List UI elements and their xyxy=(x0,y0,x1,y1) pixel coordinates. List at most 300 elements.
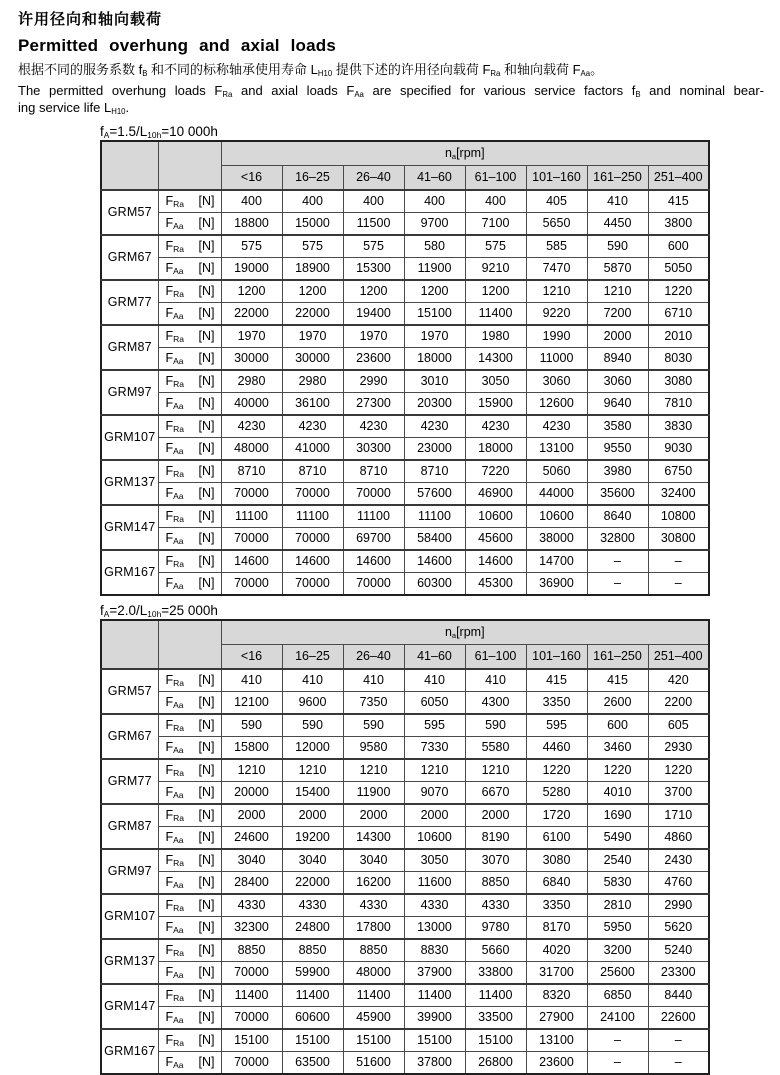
value-cell: – xyxy=(587,1051,648,1074)
value-cell: 33500 xyxy=(465,1006,526,1029)
row-label xyxy=(159,284,221,298)
table1-condition-label: $f_A=1.5/L_{10h}=10$ 000h xyxy=(100,123,218,140)
value-cell: 1210 xyxy=(343,759,404,782)
value-cell: 4330 xyxy=(404,894,465,917)
subscript: a xyxy=(451,630,457,640)
row-label xyxy=(159,673,221,687)
value-cell: 5280 xyxy=(526,781,587,804)
value-cell: 3460 xyxy=(587,736,648,759)
table-row xyxy=(101,939,709,962)
value-cell: 15800 xyxy=(221,736,282,759)
value-cell: 32800 xyxy=(587,527,648,550)
unit-label: [N] xyxy=(198,441,215,455)
corner-cell-label xyxy=(158,141,221,190)
speed-range-header: 101–160 xyxy=(526,165,587,190)
value-cell: 415 xyxy=(526,669,587,692)
value-cell: 9600 xyxy=(282,691,343,714)
force-symbol: $F_{Aa}$ xyxy=(165,875,184,891)
force-symbol: $F_{Ra}$ xyxy=(165,808,185,824)
value-cell: 11100 xyxy=(282,505,343,528)
table-row xyxy=(101,437,709,460)
value-cell: 2430 xyxy=(648,849,709,872)
row-label-cell xyxy=(158,392,221,415)
value-cell: 4330 xyxy=(282,894,343,917)
value-cell: 4460 xyxy=(526,736,587,759)
table-row xyxy=(101,235,709,258)
value-cell: 48000 xyxy=(221,437,282,460)
value-cell: 2000 xyxy=(404,804,465,827)
value-cell: 11100 xyxy=(343,505,404,528)
subscript: Aa xyxy=(173,581,184,592)
value-cell: 45300 xyxy=(465,572,526,595)
table-row xyxy=(101,1051,709,1074)
force-symbol: $F_{Aa}$ xyxy=(165,920,184,936)
value-cell: 58400 xyxy=(404,527,465,550)
value-cell: 15100 xyxy=(465,1029,526,1052)
value-cell: 1710 xyxy=(648,804,709,827)
value-cell: 2540 xyxy=(587,849,648,872)
value-cell: 4860 xyxy=(648,826,709,849)
row-label-cell xyxy=(158,759,221,782)
speed-range-header: 26–40 xyxy=(343,165,404,190)
value-cell: 3080 xyxy=(526,849,587,872)
subscript: Aa xyxy=(173,221,184,232)
subscript: Ra xyxy=(490,68,501,78)
value-cell: 11100 xyxy=(221,505,282,528)
value-cell: 4020 xyxy=(526,939,587,962)
row-label-cell xyxy=(158,415,221,438)
value-cell: 410 xyxy=(465,669,526,692)
row-label xyxy=(159,695,221,709)
subscript: Ra xyxy=(173,948,185,959)
row-label xyxy=(159,1055,221,1069)
table-row xyxy=(101,257,709,280)
page-title-zh: 许用径向和轴向载荷 xyxy=(18,11,163,28)
value-cell: 18000 xyxy=(404,347,465,370)
unit-label: [N] xyxy=(198,194,215,208)
value-cell: 8710 xyxy=(221,460,282,483)
force-symbol: $F_{Ra}$ xyxy=(165,718,185,734)
value-cell: 60600 xyxy=(282,1006,343,1029)
row-label xyxy=(159,898,221,912)
value-cell: – xyxy=(648,1029,709,1052)
value-cell: 33800 xyxy=(465,961,526,984)
row-label-cell xyxy=(158,894,221,917)
value-cell: 585 xyxy=(526,235,587,258)
value-cell: 5950 xyxy=(587,916,648,939)
table-row xyxy=(101,550,709,573)
unit-label: [N] xyxy=(198,943,215,957)
force-symbol: $F_{Aa}$ xyxy=(165,396,184,412)
value-cell: 17800 xyxy=(343,916,404,939)
speed-range-header: <16 xyxy=(221,165,282,190)
row-label xyxy=(159,875,221,889)
row-label xyxy=(159,740,221,754)
table-row xyxy=(101,190,709,213)
value-cell: 415 xyxy=(648,190,709,213)
value-cell: 3010 xyxy=(404,370,465,393)
value-cell: 575 xyxy=(465,235,526,258)
force-symbol: $F_{Aa}$ xyxy=(165,306,184,322)
value-cell: 1970 xyxy=(343,325,404,348)
table-row xyxy=(101,669,709,692)
value-cell: 2810 xyxy=(587,894,648,917)
value-cell: 590 xyxy=(282,714,343,737)
value-cell: 36100 xyxy=(282,392,343,415)
value-cell: 15100 xyxy=(404,1029,465,1052)
subscript: Ra xyxy=(173,334,185,345)
value-cell: 11400 xyxy=(404,984,465,1007)
value-cell: 3830 xyxy=(648,415,709,438)
value-cell: 2000 xyxy=(282,804,343,827)
value-cell: 3060 xyxy=(526,370,587,393)
unit-label: [N] xyxy=(198,718,215,732)
speed-range-header: 16–25 xyxy=(282,165,343,190)
model-cell: GRM147 xyxy=(101,984,158,1029)
unit-label: [N] xyxy=(198,1055,215,1069)
subscript: Aa xyxy=(173,1060,184,1071)
value-cell: 40000 xyxy=(221,392,282,415)
value-cell: 11500 xyxy=(343,212,404,235)
force-symbol: $F_{Ra}$ xyxy=(165,194,185,210)
unit-label: [N] xyxy=(198,284,215,298)
value-cell: 2000 xyxy=(343,804,404,827)
value-cell: 20000 xyxy=(221,781,282,804)
row-label xyxy=(159,830,221,844)
table-row xyxy=(101,849,709,872)
row-label-cell xyxy=(158,257,221,280)
row-label xyxy=(159,216,221,230)
value-cell: 11400 xyxy=(221,984,282,1007)
table-row xyxy=(101,871,709,894)
value-cell: 7200 xyxy=(587,302,648,325)
row-label-cell xyxy=(158,736,221,759)
value-cell: 1690 xyxy=(587,804,648,827)
value-cell: 8640 xyxy=(587,505,648,528)
value-cell: 23600 xyxy=(526,1051,587,1074)
value-cell: 22600 xyxy=(648,1006,709,1029)
value-cell: 4230 xyxy=(404,415,465,438)
value-cell: 3050 xyxy=(404,849,465,872)
value-cell: 8710 xyxy=(282,460,343,483)
unit-label: [N] xyxy=(198,374,215,388)
value-cell: 5620 xyxy=(648,916,709,939)
value-cell: 15300 xyxy=(343,257,404,280)
value-cell: 405 xyxy=(526,190,587,213)
value-cell: 70000 xyxy=(221,1006,282,1029)
row-label-cell xyxy=(158,781,221,804)
value-cell: 400 xyxy=(282,190,343,213)
value-cell: 7220 xyxy=(465,460,526,483)
value-cell: 28400 xyxy=(221,871,282,894)
row-label-cell xyxy=(158,804,221,827)
row-label xyxy=(159,531,221,545)
value-cell: 70000 xyxy=(343,572,404,595)
subscript: Aa xyxy=(173,266,184,277)
value-cell: 595 xyxy=(404,714,465,737)
value-cell: 8030 xyxy=(648,347,709,370)
description-en-line1: The permitted overhung loads $F_{Ra}$ and axial loads $F_{Aa}$ are specified for various service factors $f_B$ and nominal bear- xyxy=(18,82,765,99)
row-label xyxy=(159,419,221,433)
value-cell: 10800 xyxy=(648,505,709,528)
value-cell: 8940 xyxy=(587,347,648,370)
value-cell: 9070 xyxy=(404,781,465,804)
value-cell: 400 xyxy=(465,190,526,213)
speed-range-header: 16–25 xyxy=(282,644,343,669)
value-cell: 9030 xyxy=(648,437,709,460)
row-label xyxy=(159,396,221,410)
value-cell: 420 xyxy=(648,669,709,692)
value-cell: 1210 xyxy=(465,759,526,782)
model-cell: GRM67 xyxy=(101,714,158,759)
row-label-cell xyxy=(158,669,221,692)
value-cell: 575 xyxy=(221,235,282,258)
table-row xyxy=(101,347,709,370)
value-cell: 415 xyxy=(587,669,648,692)
value-cell: 9580 xyxy=(343,736,404,759)
force-symbol: $F_{Ra}$ xyxy=(165,284,185,300)
value-cell: 595 xyxy=(526,714,587,737)
model-cell: GRM167 xyxy=(101,1029,158,1074)
value-cell: 6100 xyxy=(526,826,587,849)
value-cell: 30800 xyxy=(648,527,709,550)
value-cell: 2000 xyxy=(465,804,526,827)
value-cell: 1990 xyxy=(526,325,587,348)
value-cell: 69700 xyxy=(343,527,404,550)
value-cell: – xyxy=(587,1029,648,1052)
value-cell: 36900 xyxy=(526,572,587,595)
subscript: A xyxy=(103,608,110,619)
value-cell: 4330 xyxy=(465,894,526,917)
value-cell: 5240 xyxy=(648,939,709,962)
value-cell: 5650 xyxy=(526,212,587,235)
force-symbol: $F_{Ra}$ xyxy=(165,554,185,570)
subscript: B xyxy=(635,89,641,99)
value-cell: 10600 xyxy=(465,505,526,528)
row-label-cell xyxy=(158,505,221,528)
value-cell: – xyxy=(648,550,709,573)
value-cell: 3080 xyxy=(648,370,709,393)
value-cell: 46900 xyxy=(465,482,526,505)
value-cell: 4230 xyxy=(526,415,587,438)
table-row xyxy=(101,736,709,759)
value-cell: 70000 xyxy=(282,527,343,550)
subscript: Aa xyxy=(173,700,184,711)
subscript: Ra xyxy=(173,469,185,480)
value-cell: 9220 xyxy=(526,302,587,325)
speed-range-header: 251–400 xyxy=(648,644,709,669)
value-cell: 11400 xyxy=(343,984,404,1007)
value-cell: 6840 xyxy=(526,871,587,894)
value-cell: 1220 xyxy=(526,759,587,782)
subscript: Ra xyxy=(173,723,185,734)
row-label-cell xyxy=(158,437,221,460)
subscript: Ra xyxy=(173,858,185,869)
value-cell: 19200 xyxy=(282,826,343,849)
value-cell: 14600 xyxy=(343,550,404,573)
value-cell: 8830 xyxy=(404,939,465,962)
row-label xyxy=(159,509,221,523)
model-cell: GRM87 xyxy=(101,325,158,370)
subscript: Ra xyxy=(173,244,185,255)
value-cell: 11900 xyxy=(404,257,465,280)
value-cell: 10600 xyxy=(526,505,587,528)
value-cell: 11400 xyxy=(282,984,343,1007)
value-cell: 3040 xyxy=(343,849,404,872)
unit-label: [N] xyxy=(198,464,215,478)
row-label-cell xyxy=(158,482,221,505)
value-cell: 8710 xyxy=(343,460,404,483)
value-cell: 15100 xyxy=(221,1029,282,1052)
subscript: Ra xyxy=(173,379,185,390)
value-cell: 4450 xyxy=(587,212,648,235)
subscript: Aa xyxy=(580,68,591,78)
unit-label: [N] xyxy=(198,351,215,365)
row-label xyxy=(159,808,221,822)
value-cell: 3580 xyxy=(587,415,648,438)
value-cell: 11600 xyxy=(404,871,465,894)
value-cell: 2980 xyxy=(282,370,343,393)
corner-cell-label xyxy=(158,620,221,669)
value-cell: 11400 xyxy=(465,984,526,1007)
value-cell: 590 xyxy=(465,714,526,737)
row-label-cell xyxy=(158,714,221,737)
value-cell: 3040 xyxy=(282,849,343,872)
speed-range-header: 41–60 xyxy=(404,644,465,669)
value-cell: 70000 xyxy=(221,482,282,505)
subscript: Ra xyxy=(173,768,185,779)
value-cell: 3050 xyxy=(465,370,526,393)
value-cell: 4760 xyxy=(648,871,709,894)
speed-header: $n_a[rpm]$ xyxy=(221,620,709,645)
speed-range-header: 61–100 xyxy=(465,644,526,669)
table-row xyxy=(101,961,709,984)
table-row xyxy=(101,505,709,528)
value-cell: 5050 xyxy=(648,257,709,280)
subscript: Ra xyxy=(173,678,185,689)
subscript: H10 xyxy=(111,106,126,116)
unit-label: [N] xyxy=(198,486,215,500)
force-symbol: $F_{Ra}$ xyxy=(165,239,185,255)
unit-label: [N] xyxy=(198,988,215,1002)
value-cell: 8320 xyxy=(526,984,587,1007)
table-row xyxy=(101,826,709,849)
row-label-cell xyxy=(158,190,221,213)
table2-condition-label: $f_A=2.0/L_{10h}=25$ 000h xyxy=(100,602,218,619)
unit-label: [N] xyxy=(198,1033,215,1047)
table-row xyxy=(101,984,709,1007)
table-row xyxy=(101,916,709,939)
value-cell: 18800 xyxy=(221,212,282,235)
model-cell: GRM137 xyxy=(101,939,158,984)
subscript: Aa xyxy=(354,89,364,99)
value-cell: 57600 xyxy=(404,482,465,505)
subscript: Aa xyxy=(173,745,184,756)
value-cell: 1720 xyxy=(526,804,587,827)
subscript: Ra xyxy=(173,199,185,210)
value-cell: 5060 xyxy=(526,460,587,483)
force-symbol: $F_{Ra}$ xyxy=(165,419,185,435)
value-cell: 23600 xyxy=(343,347,404,370)
model-cell: GRM167 xyxy=(101,550,158,595)
row-label xyxy=(159,943,221,957)
value-cell: 38000 xyxy=(526,527,587,550)
row-label-cell xyxy=(158,916,221,939)
force-symbol: $F_{Aa}$ xyxy=(165,965,184,981)
value-cell: 3200 xyxy=(587,939,648,962)
subscript: Ra xyxy=(173,559,185,570)
value-cell: 7470 xyxy=(526,257,587,280)
value-cell: 410 xyxy=(221,669,282,692)
value-cell: – xyxy=(648,1051,709,1074)
row-label-cell xyxy=(158,871,221,894)
subscript: Aa xyxy=(173,401,184,412)
unit-label: [N] xyxy=(198,898,215,912)
value-cell: 9210 xyxy=(465,257,526,280)
value-cell: 1970 xyxy=(221,325,282,348)
value-cell: 14600 xyxy=(404,550,465,573)
unit-label: [N] xyxy=(198,261,215,275)
value-cell: 15900 xyxy=(465,392,526,415)
value-cell: 15100 xyxy=(282,1029,343,1052)
value-cell: 44000 xyxy=(526,482,587,505)
value-cell: 70000 xyxy=(343,482,404,505)
value-cell: 35600 xyxy=(587,482,648,505)
value-cell: 410 xyxy=(343,669,404,692)
row-label xyxy=(159,239,221,253)
model-cell: GRM87 xyxy=(101,804,158,849)
value-cell: 12600 xyxy=(526,392,587,415)
unit-label: [N] xyxy=(198,531,215,545)
value-cell: 4230 xyxy=(465,415,526,438)
subscript: Aa xyxy=(173,446,184,457)
table-row xyxy=(101,894,709,917)
model-cell: GRM107 xyxy=(101,894,158,939)
subscript: Ra xyxy=(173,903,185,914)
value-cell: 1220 xyxy=(648,759,709,782)
value-cell: 1220 xyxy=(648,280,709,303)
unit-label: [N] xyxy=(198,673,215,687)
value-cell: 590 xyxy=(587,235,648,258)
row-label-cell xyxy=(158,1051,221,1074)
table-row xyxy=(101,212,709,235)
value-cell: 1200 xyxy=(404,280,465,303)
value-cell: 14600 xyxy=(282,550,343,573)
row-label-cell xyxy=(158,550,221,573)
row-label-cell xyxy=(158,460,221,483)
unit-label: [N] xyxy=(198,830,215,844)
unit-label: [N] xyxy=(198,853,215,867)
value-cell: 14600 xyxy=(221,550,282,573)
unit-label: [N] xyxy=(198,965,215,979)
value-cell: 30300 xyxy=(343,437,404,460)
row-label-cell xyxy=(158,849,221,872)
value-cell: 7810 xyxy=(648,392,709,415)
value-cell: 575 xyxy=(343,235,404,258)
row-label-cell xyxy=(158,212,221,235)
value-cell: 22000 xyxy=(221,302,282,325)
value-cell: – xyxy=(587,550,648,573)
value-cell: 410 xyxy=(587,190,648,213)
value-cell: 30000 xyxy=(282,347,343,370)
row-label-cell xyxy=(158,572,221,595)
header-row-1 xyxy=(101,620,709,645)
row-label xyxy=(159,329,221,343)
subscript: Ra xyxy=(173,993,185,1004)
value-cell: 37900 xyxy=(404,961,465,984)
subscript: Aa xyxy=(173,311,184,322)
speed-range-header: 251–400 xyxy=(648,165,709,190)
